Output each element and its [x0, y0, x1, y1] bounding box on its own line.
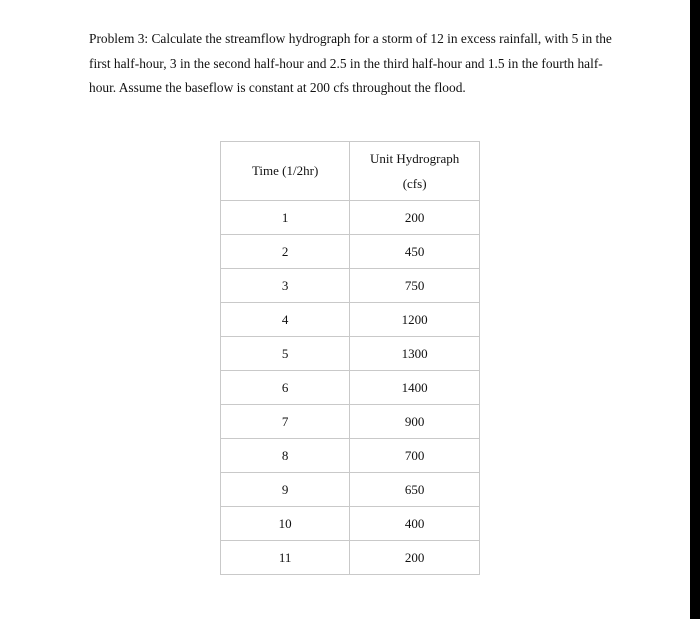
uh-cell: 1400 [350, 371, 480, 405]
time-cell: 9 [221, 473, 350, 507]
uh-cell: 750 [350, 269, 480, 303]
time-cell: 8 [221, 439, 350, 473]
time-cell: 2 [221, 235, 350, 269]
time-cell: 1 [221, 201, 350, 235]
table-row [221, 541, 480, 575]
uh-cell: 1200 [350, 303, 480, 337]
header-uh-title: Unit Hydrograph [370, 151, 460, 166]
table-row [221, 405, 480, 439]
time-cell: 5 [221, 337, 350, 371]
header-unit-hydrograph [350, 142, 480, 201]
uh-cell: 450 [350, 235, 480, 269]
table-row [221, 269, 480, 303]
uh-cell: 200 [350, 541, 480, 575]
time-cell: 10 [221, 507, 350, 541]
table-row [221, 303, 480, 337]
table-row [221, 371, 480, 405]
time-cell: 6 [221, 371, 350, 405]
unit-hydrograph-table [220, 141, 480, 575]
table-row [221, 473, 480, 507]
uh-cell: 900 [350, 405, 480, 439]
uh-cell: 200 [350, 201, 480, 235]
table-header-row [221, 142, 480, 201]
uh-cell: 700 [350, 439, 480, 473]
header-uh-units: (cfs) [402, 176, 427, 191]
uh-cell: 1300 [350, 337, 480, 371]
uh-cell: 400 [350, 507, 480, 541]
time-cell: 3 [221, 269, 350, 303]
problem-statement: Problem 3: Calculate the streamflow hydrograph for a storm of 12 in excess rainfall, with 5 in the first half-hour, 3 in the second half-hour and 2.5 in the third half-hour and 1.5 in the fourth half-hour. Assume the baseflow is constant at 200 cfs throughout the flood. [89, 31, 612, 95]
table-row [221, 439, 480, 473]
table-row [221, 507, 480, 541]
time-cell: 7 [221, 405, 350, 439]
table-row [221, 235, 480, 269]
uh-cell: 650 [350, 473, 480, 507]
time-cell: 11 [221, 541, 350, 575]
time-cell: 4 [221, 303, 350, 337]
table-row [221, 201, 480, 235]
header-time: Time (1/2hr) [221, 142, 350, 201]
table-row [221, 337, 480, 371]
